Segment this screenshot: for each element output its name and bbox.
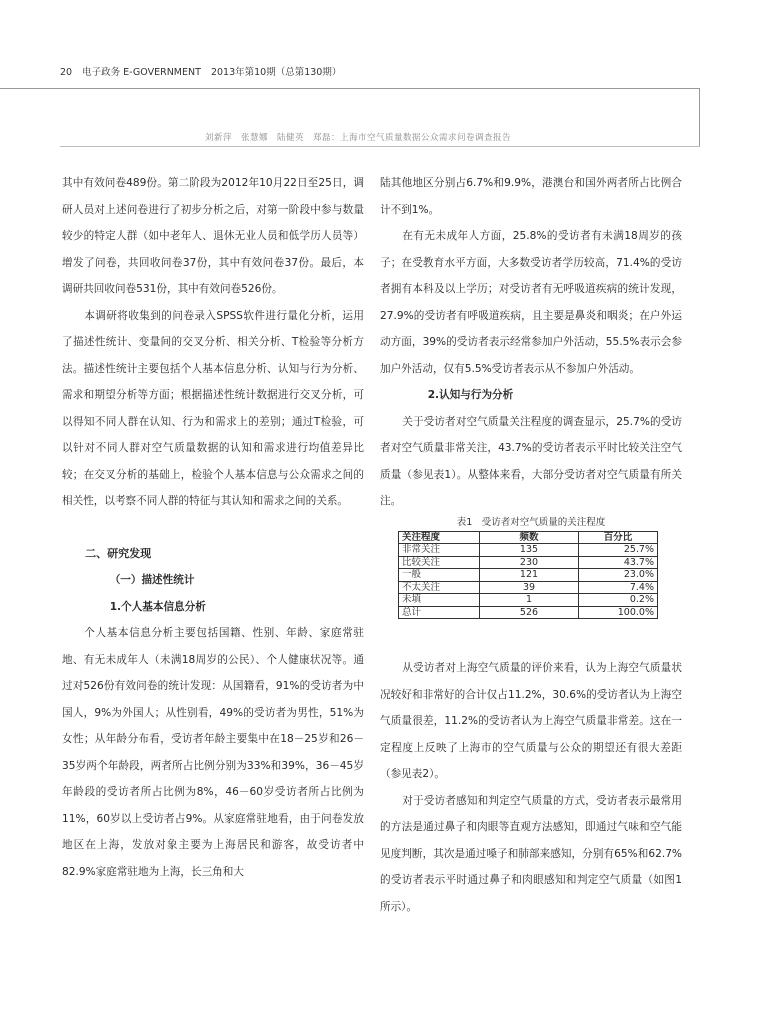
table-cell: 0.2%: [579, 594, 658, 607]
table-cell: 不太关注: [399, 581, 480, 594]
running-head-rule: [60, 146, 700, 147]
table-cell: 1: [480, 594, 579, 607]
running-head: 刘新萍 张慧娜 陆健英 郑磊：上海市空气质量数据公众需求问卷调查报告: [205, 133, 512, 143]
table-row: [399, 606, 658, 619]
column-header: 频数: [480, 531, 579, 544]
table-cell: 一般: [399, 569, 480, 582]
paragraph: 本调研将收集到的问卷录入SPSS软件进行量化分析，运用了描述性统计、变量间的交叉分析、相关分析、T检验等分析方法。描述性统计主要包括个人基本信息分析、认知与行为分析、需求和期望分析等方面；根据描述性统计数据进行交叉分析，可以得知不同人群在认知、行为和需求上的差别；通过T检验，可以针对不同人群对空气质量数据的认知和需求进行均值差异比较；在交叉分析的基础上，检验个人基本信息与公众需求之间的相关性，以考察不同人群的特征与其认知和需求之间的关系。: [62, 309, 364, 507]
column-header: 关注程度: [399, 531, 480, 544]
right-column: [380, 170, 682, 920]
table-cell: 比较关注: [399, 556, 480, 569]
table-cell: 135: [480, 544, 579, 557]
subsection-heading: （一）描述性统计: [109, 574, 195, 586]
table-row: [399, 556, 658, 569]
table-cell: 非常关注: [399, 544, 480, 557]
journal-name: 电子政务 E-GOVERNMENT: [82, 67, 201, 78]
subsubsection-heading: 1.个人基本信息分析: [109, 600, 206, 613]
table-header-row: [399, 531, 658, 544]
table-row: [399, 544, 658, 557]
table-cell: 23.0%: [579, 569, 658, 582]
paragraph: 其中有效问卷489份。第二阶段为2012年10月22日至25日，调研人员对上述问卷进行了初步分析之后，对第一阶段中参与数量较少的特定人群（如中老年人、退休无业人员和低学历人员等）增发了问卷，共回收问卷37份，其中有效问卷37份。最后，本调研共回收问卷531份，其中有效问卷526份。: [62, 177, 364, 295]
page-header: [60, 64, 700, 78]
table-cell: 230: [480, 556, 579, 569]
paragraph: 对于受访者感知和判定空气质量的方式，受访者表示最常用的方法是通过鼻子和肉眼等直观方法感知，即通过气味和空气能见度判断，其次是通过嗓子和肺部来感知，分别有65%和62.7%的受访者表示平时通过鼻子和肉眼感知和判定空气质量（如图1所示）。: [380, 794, 682, 913]
paragraph: 在有无未成年人方面，25.8%的受访者有未满18周岁的孩子；在受教育水平方面，大多数受访者学历较高，71.4%的受访者拥有本科及以上学历；对受访者有无呼吸道疾病的统计发现，27.9%的受访者有呼吸道疾病，且主要是鼻炎和咽炎；在户外运动方面，39%的受访者表示经常参加户外活动，55.5%表示会参加户外活动，仅有5.5%受访者表示从不参加户外活动。: [380, 230, 682, 375]
table-cell: 121: [480, 569, 579, 582]
subsubsection-heading: 2.认知与行为分析: [427, 389, 514, 401]
table-cell: 43.7%: [579, 556, 658, 569]
paragraph: 个人基本信息分析主要包括国籍、性别、年龄、家庭常驻地、有无未成年人（未满18周岁的公民）、个人健康状况等。通过对526份有效问卷的统计发现：从国籍看，91%的受访者为中国人，9%为外国人；从性别看，49%的受访者为男性，51%为女性；从年龄分布看，受访者年龄主要集中在18－25岁和26－35岁两个年龄段，两者所占比例分别为33%和39%，36－45岁年龄段的受访者所占比例为8%，46－60岁受访者所占比例为11%，60岁以上受访者占9%。从家庭常驻地看，由于问卷发放地区在上海，发放对象主要为上海居民和游客，故受访者中82.9%家庭常驻地为上海，长三角和大: [62, 627, 364, 878]
paragraph: 关于受访者对空气质量关注程度的调查显示，25.7%的受访者对空气质量非常关注，43.7%的受访者表示平时比较关注空气质量（参见表1）。从整体来看，大部分受访者对空气质量有所关注。: [380, 415, 682, 507]
section-heading: 二、研究发现: [85, 546, 152, 560]
table-cell: 7.4%: [579, 581, 658, 594]
table-cell: 25.7%: [579, 544, 658, 557]
issue-info: 2013年第10期（总第130期）: [210, 67, 342, 78]
table-row: [399, 569, 658, 582]
header-rule: [0, 88, 700, 89]
table-cell: 39: [480, 581, 579, 594]
table-cell: 未填: [399, 594, 480, 607]
table-cell: 526: [480, 606, 579, 619]
table-row: [399, 581, 658, 594]
column-header: 百分比: [579, 531, 658, 544]
table-caption: 表1 受访者对空气质量的关注程度: [456, 516, 606, 528]
attention-table: [398, 531, 658, 620]
section-spacer: [62, 515, 364, 541]
paragraph: 从受访者对上海空气质量的评价来看，认为上海空气质量状况较好和非常好的合计仅占11.2%，30.6%的受访者认为上海空气质量很差，11.2%的受访者认为上海空气质量非常差。这在一定程度上反映了上海市的空气质量与公众的期望还有很大差距（参见表2）。: [380, 662, 682, 780]
page-number: 20: [60, 67, 73, 78]
table-spacer: [380, 619, 682, 655]
table-cell: 总计: [399, 606, 480, 619]
table-row: [399, 594, 658, 607]
left-column: [62, 170, 364, 885]
table-cell: 100.0%: [579, 606, 658, 619]
paragraph: 陆其他地区分别占6.7%和9.9%，港澳台和国外两者所占比例合计不到1%。: [380, 177, 682, 216]
